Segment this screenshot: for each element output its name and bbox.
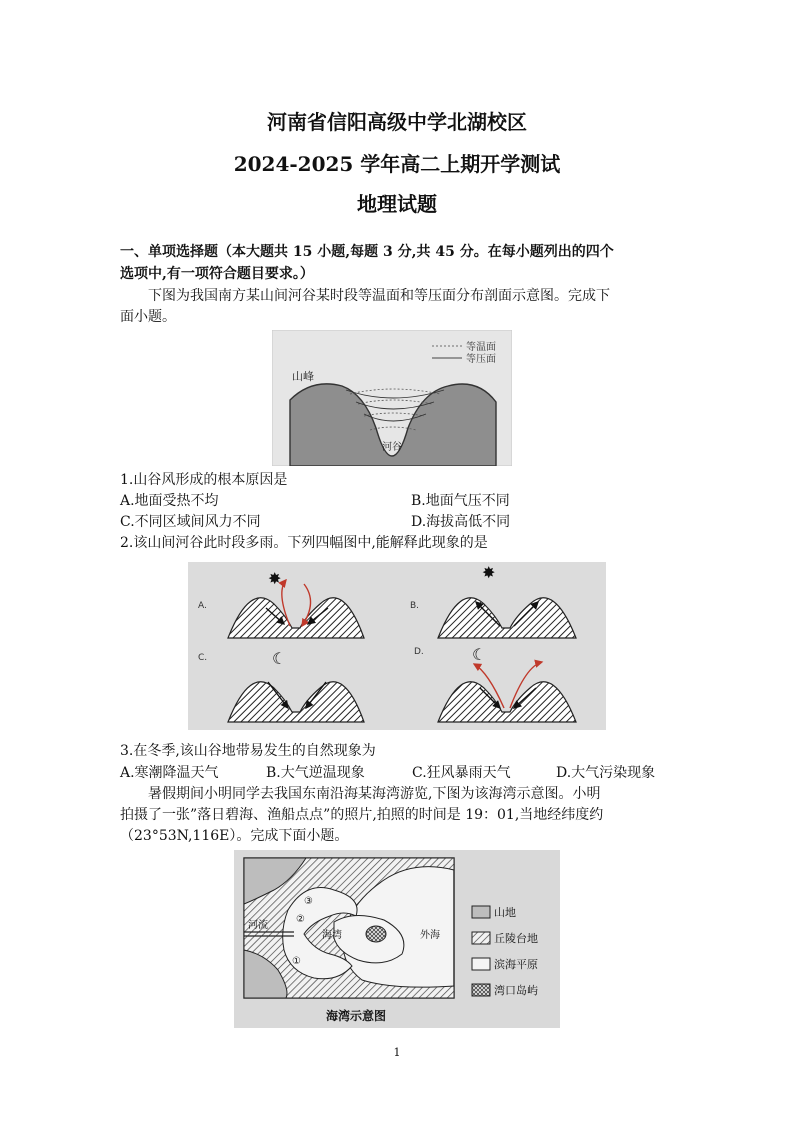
q2-stem: 2.该山间河谷此时段多雨。下列四幅图中,能解释此现象的是 xyxy=(120,535,488,551)
sun-icon: ✸ xyxy=(482,563,496,582)
q3-option-b[interactable]: B.大气逆温现象 xyxy=(266,765,365,781)
q3-stem: 3.在冬季,该山谷地带易发生的自然现象为 xyxy=(120,743,376,759)
estuary-label: 河流 xyxy=(248,920,268,931)
section-heading-line2: 选项中,有一项符合题目要求。） xyxy=(120,266,314,282)
passage2-line3: （23°53N,116E）。完成下面小题。 xyxy=(120,828,349,844)
q3-option-c[interactable]: C.狂风暴雨天气 xyxy=(412,765,511,781)
panel-b-label: B. xyxy=(410,601,420,611)
panel-d-label: D. xyxy=(414,647,424,657)
moon-icon: ☾ xyxy=(472,645,487,664)
legend-island-label: 湾口岛屿 xyxy=(494,984,538,997)
passage2-line2: 拍摄了一张”落日碧海、渔船点点”的照片,拍照的时间是 19：01,当地经纬度约 xyxy=(120,807,604,823)
school-title: 河南省信阳高级中学北湖校区 xyxy=(267,110,527,134)
exam-title: 2024-2025 学年高二上期开学测试 xyxy=(233,152,561,176)
legend-mountain-label: 山地 xyxy=(494,906,516,919)
q3-option-d[interactable]: D.大气污染现象 xyxy=(556,765,656,781)
legend-plain-label: 滨海平原 xyxy=(494,958,538,971)
moon-icon: ☾ xyxy=(272,649,287,668)
outer-sea-label: 外海 xyxy=(420,930,440,941)
legend-swatch-island xyxy=(472,984,490,996)
page-number: 1 xyxy=(393,1046,401,1059)
valley-cross-section-figure xyxy=(272,330,512,466)
mountain-valley-wind-options-figure xyxy=(188,562,606,730)
q1-option-a[interactable]: A.地面受热不均 xyxy=(120,493,219,509)
panel-c-label: C. xyxy=(198,653,208,663)
intro-line2: 面小题。 xyxy=(120,309,176,325)
legend-swatch-hills xyxy=(472,932,490,944)
figure3-caption: 海湾示意图 xyxy=(326,1009,387,1023)
panel-a-label: A. xyxy=(198,601,207,611)
marker-1: ① xyxy=(292,956,301,967)
peak-label: 山峰 xyxy=(292,370,314,383)
q1-option-c[interactable]: C.不同区域间风力不同 xyxy=(120,514,261,530)
q1-stem: 1.山谷风形成的根本原因是 xyxy=(120,472,288,488)
q1-option-d[interactable]: D.海拔高低不同 xyxy=(411,514,511,530)
intro-line1: 下图为我国南方某山间河谷某时段等温面和等压面分布剖面示意图。完成下 xyxy=(148,288,610,304)
legend-swatch-mountain xyxy=(472,906,490,918)
q1-option-b[interactable]: B.地面气压不同 xyxy=(411,493,510,509)
section-heading-line1: 一、单项选择题（本大题共 15 小题,每题 3 分,共 45 分。在每小题列出的四个 xyxy=(120,244,614,260)
legend-swatch-plain xyxy=(472,958,490,970)
bay-label: 海湾 xyxy=(322,930,342,941)
sun-icon: ✸ xyxy=(268,569,282,588)
isobar-legend-label: 等压面 xyxy=(466,354,496,365)
passage2-line1: 暑假期间小明同学去我国东南沿海某海湾游览,下图为该海湾示意图。小明 xyxy=(148,786,601,802)
valley-label: 河谷 xyxy=(382,442,402,453)
subject-title: 地理试题 xyxy=(357,192,437,216)
bay-map-figure xyxy=(234,850,560,1028)
q3-option-a[interactable]: A.寒潮降温天气 xyxy=(120,765,219,781)
legend-hills-label: 丘陵台地 xyxy=(494,932,538,945)
marker-2: ② xyxy=(296,914,305,925)
marker-3: ③ xyxy=(304,896,313,907)
isotherm-legend-label: 等温面 xyxy=(466,342,496,353)
